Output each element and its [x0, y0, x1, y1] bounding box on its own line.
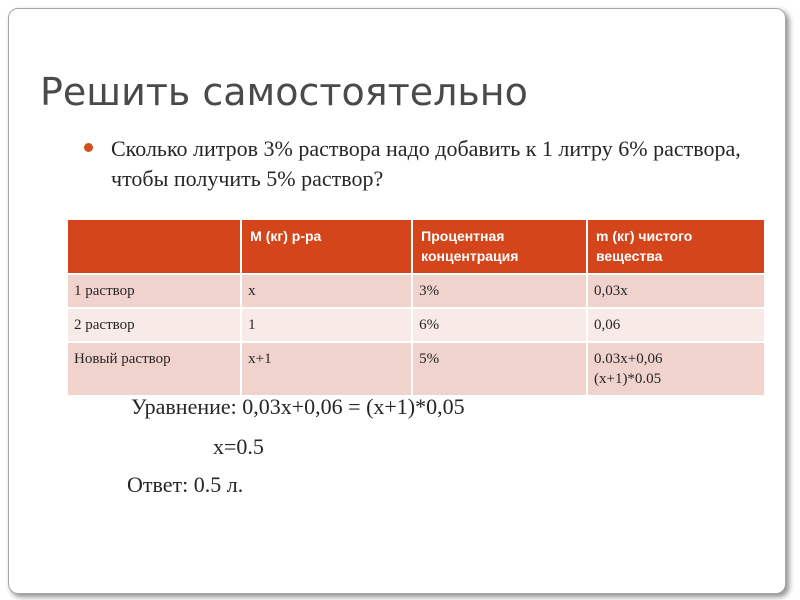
table-cell: 1 раствор [67, 274, 241, 308]
table-cell: x+1 [241, 342, 412, 396]
equation-text: Уравнение: 0,03x+0,06 = (x+1)*0,05 [131, 394, 465, 419]
table-cell: 2 раствор [67, 308, 241, 342]
answer-text: Ответ: 0.5 л. [127, 472, 244, 497]
bullet-dot-icon [84, 143, 93, 152]
table-header-cell [67, 219, 241, 274]
table-cell: x [241, 274, 412, 308]
table-row [67, 274, 765, 308]
table-header-cell: М (кг) р-ра [241, 219, 412, 274]
table-row [67, 308, 765, 342]
table-header-cell: m (кг) чистого вещества [587, 219, 765, 274]
table-cell: 1 [241, 308, 412, 342]
table-cell: 0.03x+0,06 (x+1)*0.05 [587, 342, 765, 396]
table-header-cell: Процентная концентрация [412, 219, 587, 274]
table-cell: 0,03x [587, 274, 765, 308]
table-cell: 0,06 [587, 308, 765, 342]
table-cell: 6% [412, 308, 587, 342]
solution-text: x=0.5 [213, 434, 264, 459]
table-cell: 5% [412, 342, 587, 396]
problem-text: Сколько литров 3% раствора надо добавить к 1 литру 6% раствора, чтобы получить 5% раствор? [111, 136, 741, 191]
solution-table [66, 218, 766, 397]
table-header-row [67, 219, 765, 274]
table-row [67, 342, 765, 396]
table-cell: Новый раствор [67, 342, 241, 396]
table-cell: 3% [412, 274, 587, 308]
slide-title: Решить самостоятельно [40, 70, 528, 114]
